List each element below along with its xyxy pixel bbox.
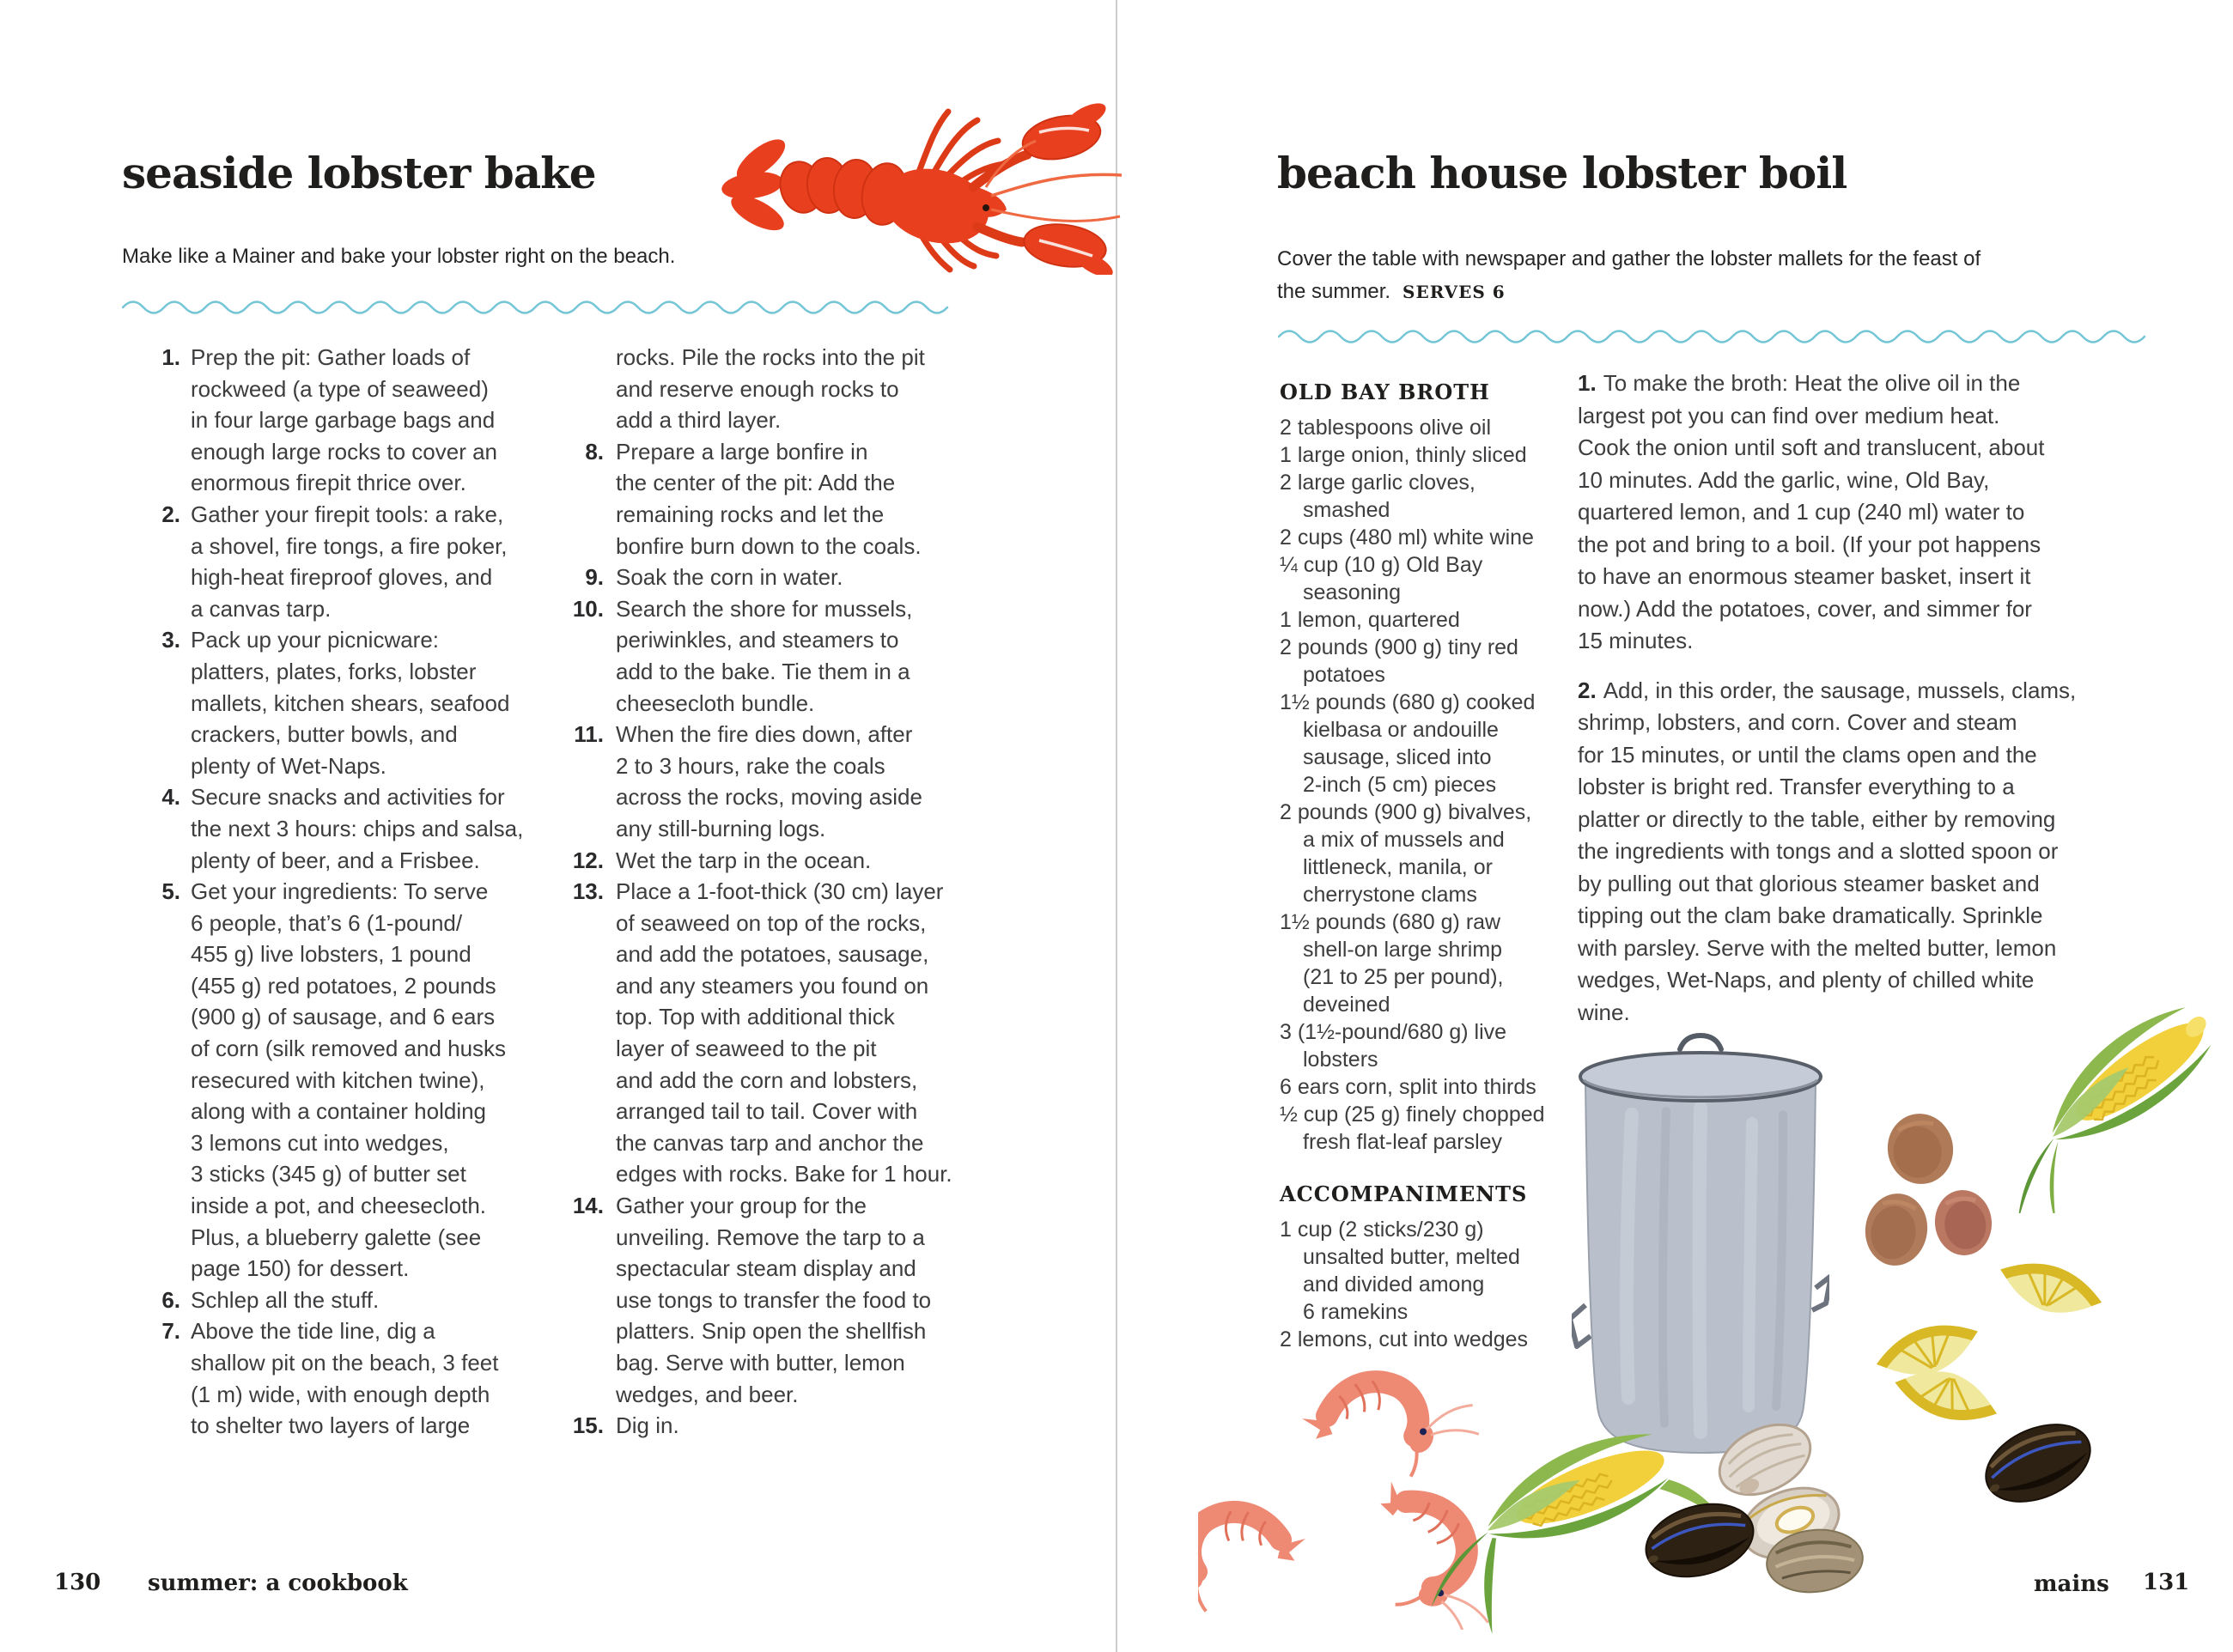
step-line: across the rocks, moving aside	[616, 784, 922, 811]
instruction-line: lobster is bright red. Transfer everything to a	[1578, 774, 2015, 799]
intro-line: Cover the table with newspaper and gather the lobster mallets for the feast of	[1277, 247, 1981, 270]
step-number: 8.	[585, 438, 604, 465]
step-line: in four large garbage bags and	[191, 407, 496, 434]
step-line: any still-burning logs.	[616, 815, 826, 841]
step-number	[557, 342, 604, 436]
step-number: 6.	[161, 1286, 180, 1313]
step-text	[616, 1410, 679, 1442]
ingredient-line: 2 large garlic cloves,	[1280, 471, 1475, 495]
ingredient-item	[1280, 524, 1580, 551]
step-line: a shovel, fire tongs, a fire poker,	[191, 532, 508, 559]
instruction-line: now.) Add the potatoes, cover, and simmer for	[1578, 595, 2032, 622]
instruction-number: 1.	[1578, 370, 1597, 396]
ingredients-column	[1280, 380, 1580, 1353]
ingredient-item	[1280, 441, 1580, 469]
ingredient-item	[1280, 1216, 1580, 1326]
step-line: enormous firepit thrice over.	[191, 470, 466, 496]
step-line: and any steamers you found on	[616, 972, 929, 999]
step-line: Dig in.	[616, 1412, 679, 1439]
instruction-line	[1578, 675, 2145, 708]
ingredient-line: fresh flat-leaf parsley	[1303, 1130, 1503, 1154]
ingredient-line: 2 cups (480 ml) white wine	[1280, 525, 1534, 550]
step-line: resecured with kitchen twine),	[191, 1066, 485, 1093]
ingredient-item	[1280, 908, 1580, 1018]
recipe-step	[137, 876, 571, 1285]
step-line: Gather your group for the	[616, 1193, 867, 1219]
step-number: 9.	[585, 564, 604, 591]
recipe-intro	[1277, 243, 1980, 308]
ingredients-list	[1280, 1216, 1580, 1353]
step-line: bonfire burn down to the coals.	[616, 532, 922, 559]
ingredient-line: 2 pounds (900 g) tiny red	[1280, 635, 1518, 659]
ingredient-line: 6 ears corn, split into thirds	[1280, 1075, 1536, 1099]
ingredient-line: seasoning	[1303, 580, 1401, 604]
instruction-line: shrimp, lobsters, and corn. Cover and steam	[1578, 709, 2017, 735]
instruction-line: wine.	[1578, 999, 1630, 1025]
step-line: Gather your firepit tools: a rake,	[191, 501, 504, 527]
ingredient-line: 6 ramekins	[1303, 1300, 1409, 1324]
step-line: cheesecloth bundle.	[616, 689, 815, 716]
step-line: and reserve enough rocks to	[616, 375, 899, 402]
step-number: 14.	[572, 1193, 604, 1219]
ingredient-line: unsalted butter, melted	[1303, 1245, 1520, 1269]
step-number: 7.	[161, 1318, 180, 1345]
ingredient-line: and divided among	[1303, 1272, 1485, 1297]
step-text	[616, 876, 952, 1190]
instruction-line: for 15 minutes, or until the clams open and the	[1578, 741, 2037, 768]
ingredient-item	[1280, 414, 1580, 441]
step-line: 3 lemons cut into wedges,	[191, 1129, 449, 1156]
ingredient-item	[1280, 689, 1580, 799]
step-line: of corn (silk removed and husks	[191, 1036, 507, 1062]
step-text	[616, 845, 871, 877]
page-right	[1116, 0, 2233, 1652]
ingredient-line: 2-inch (5 cm) pieces	[1303, 773, 1497, 797]
page-title: beach house lobster boil	[1277, 148, 1847, 198]
corn-illustration-top	[1991, 973, 2233, 1213]
step-line: arranged tail to tail. Cover with	[616, 1098, 918, 1125]
instruction-line	[1578, 367, 2145, 400]
step-line: a canvas tarp.	[191, 595, 332, 622]
step-line: the next 3 hours: chips and salsa,	[191, 815, 524, 841]
ingredient-line: littleneck, manila, or	[1303, 855, 1493, 879]
step-text	[191, 342, 497, 499]
instruction-line: 10 minutes. Add the garlic, wine, Old Bay,	[1578, 466, 1990, 493]
recipe-step	[557, 876, 1003, 1190]
instruction-line: the pot and bring to a boil. (If your pot happens	[1578, 531, 2041, 557]
step-line: Place a 1-foot-thick (30 cm) layer	[616, 878, 944, 905]
step-line: high-heat fireproof gloves, and	[191, 564, 493, 591]
recipe-step	[557, 436, 1003, 562]
page-left	[0, 0, 1116, 1652]
ingredient-line: 1 cup (2 sticks/230 g)	[1280, 1218, 1484, 1242]
step-number: 13.	[572, 878, 604, 905]
step-line: Wet the tarp in the ocean.	[616, 847, 872, 873]
step-line: Above the tide line, dig a	[191, 1318, 435, 1345]
ingredient-line: 1½ pounds (680 g) cooked	[1280, 690, 1536, 714]
step-text	[616, 436, 922, 562]
step-number: 15.	[572, 1412, 604, 1439]
step-line: plenty of beer, and a Frisbee.	[191, 847, 480, 873]
lobster-illustration	[720, 58, 1125, 275]
step-line: Prepare a large bonfire in	[616, 438, 868, 465]
step-line: page 150) for dessert.	[191, 1255, 410, 1282]
step-text	[616, 593, 912, 719]
step-line: inside a pot, and cheesecloth.	[191, 1193, 487, 1219]
recipe-step	[137, 781, 571, 876]
step-line: 2 to 3 hours, rake the coals	[616, 752, 885, 779]
step-line: along with a container holding	[191, 1098, 487, 1125]
step-number: 10.	[572, 595, 604, 622]
step-line: of seaweed on top of the rocks,	[616, 909, 927, 936]
ingredients-list	[1280, 414, 1580, 1156]
step-line: rocks. Pile the rocks into the pit	[616, 344, 925, 370]
step-line: 6 people, that’s 6 (1-pound/	[191, 909, 463, 936]
ingredient-line: a mix of mussels and	[1303, 828, 1505, 852]
ingredient-line: 3 (1½-pound/680 g) live	[1280, 1020, 1507, 1044]
step-line: (900 g) of sausage, and 6 ears	[191, 1004, 496, 1030]
ingredient-line: (21 to 25 per pound),	[1303, 965, 1504, 989]
recipe-step	[557, 1190, 1003, 1410]
wave-divider-icon	[122, 294, 955, 318]
steps-column-2	[557, 342, 1003, 1442]
step-line: use tongs to transfer the food to	[616, 1286, 932, 1313]
running-footer: summer: a cookbook	[148, 1570, 408, 1596]
instruction-line: by pulling out that glorious steamer basket and	[1578, 870, 2040, 896]
step-line: Get your ingredients: To serve	[191, 878, 489, 905]
page-number-value: 130	[54, 1570, 101, 1595]
recipe-step	[557, 1410, 1003, 1442]
step-line: edges with rocks. Bake for 1 hour.	[616, 1161, 952, 1187]
instruction-text: Add, in this order, the sausage, mussels, clams,	[1603, 677, 2077, 703]
recipe-step	[557, 562, 1003, 593]
recipe-step	[557, 845, 1003, 877]
step-text	[616, 342, 925, 436]
recipe-step	[137, 624, 571, 781]
page-title: seaside lobster bake	[122, 148, 596, 198]
recipe-step	[137, 1285, 571, 1316]
step-text	[191, 1315, 498, 1441]
ingredients-heading: ACCOMPANIMENTS	[1280, 1181, 1528, 1206]
instruction-line: to have an enormous steamer basket, insert it	[1578, 563, 2031, 589]
instructions-column	[1578, 367, 2145, 1046]
step-text	[616, 719, 922, 844]
ingredient-item	[1280, 634, 1580, 689]
ingredient-line: ½ cup (25 g) finely chopped	[1280, 1102, 1545, 1127]
ingredient-line: sausage, sliced into	[1303, 745, 1492, 769]
ingredient-line: ¼ cup (10 g) Old Bay	[1280, 553, 1483, 577]
ingredient-line: kielbasa or andouille	[1303, 718, 1499, 742]
step-line: platters. Snip open the shellfish	[616, 1318, 927, 1345]
ingredient-line: 1 lemon, quartered	[1280, 608, 1460, 632]
steps-column-1	[137, 342, 571, 1442]
intro-line	[1277, 276, 1980, 308]
ingredient-line: 2 pounds (900 g) bivalves,	[1280, 800, 1532, 824]
page-number-value: 131	[2143, 1570, 2190, 1595]
instruction-line: largest pot you can find over medium heat.	[1578, 402, 2000, 428]
section-gap	[1280, 1156, 1580, 1181]
step-line: (455 g) red potatoes, 2 pounds	[191, 972, 496, 999]
step-text	[616, 562, 843, 593]
instruction-line: platter or directly to the table, either by removing	[1578, 805, 2056, 832]
step-text	[191, 499, 508, 624]
step-line: Search the shore for mussels,	[616, 595, 913, 622]
step-line: Prep the pit: Gather loads of	[191, 344, 471, 370]
step-line: Secure snacks and activities for	[191, 784, 505, 811]
step-line: shallow pit on the beach, 3 feet	[191, 1350, 499, 1376]
ingredient-item	[1280, 1018, 1580, 1073]
ingredient-line: deveined	[1303, 993, 1390, 1017]
step-line: unveiling. Remove the tarp to a	[616, 1224, 925, 1250]
wave-divider-icon	[1278, 323, 2166, 347]
ingredient-line: smashed	[1303, 498, 1390, 522]
ingredient-line: shell-on large shrimp	[1303, 938, 1503, 962]
page-number	[2143, 1570, 2189, 1595]
step-text	[191, 781, 523, 876]
recipe-step	[137, 1315, 571, 1441]
step-line: Pack up your picnicware:	[191, 627, 440, 653]
recipe-step	[557, 342, 1003, 436]
step-line: the center of the pit: Add the	[616, 470, 896, 496]
intro-line-text: the summer.	[1277, 280, 1391, 303]
ingredient-line: 2 tablespoons olive oil	[1280, 416, 1491, 440]
step-line: Schlep all the stuff.	[191, 1286, 380, 1313]
instruction-line: Cook the onion until soft and translucent, about	[1578, 434, 2045, 460]
step-number: 5.	[161, 878, 180, 905]
step-line: and add the potatoes, sausage,	[616, 941, 929, 968]
page-number	[54, 1570, 100, 1595]
step-line: the canvas tarp and anchor the	[616, 1129, 924, 1156]
step-line: (1 m) wide, with enough depth	[191, 1381, 490, 1407]
step-number: 2.	[161, 501, 180, 527]
ingredient-line: 1 large onion, thinly sliced	[1280, 443, 1527, 467]
step-line: enough large rocks to cover an	[191, 438, 497, 465]
step-line: mallets, kitchen shears, seafood	[191, 689, 510, 716]
step-text	[191, 624, 509, 781]
step-line: add a third layer.	[616, 407, 782, 434]
step-text	[191, 876, 506, 1285]
running-footer: mains	[2034, 1571, 2109, 1597]
instruction-line: with parsley. Serve with the melted butter, lemon	[1578, 934, 2057, 961]
step-line: plenty of Wet-Naps.	[191, 752, 386, 779]
ingredient-item	[1280, 469, 1580, 524]
step-line: wedges, and beer.	[616, 1381, 799, 1407]
ingredient-item	[1280, 606, 1580, 634]
step-number: 4.	[161, 784, 180, 811]
recipe-intro: Make like a Mainer and bake your lobster right on the beach.	[122, 245, 676, 268]
instruction-number: 2.	[1578, 677, 1597, 703]
ingredient-item	[1280, 799, 1580, 908]
step-line: and add the corn and lobsters,	[616, 1066, 918, 1093]
ingredient-line: 2 lemons, cut into wedges	[1280, 1327, 1529, 1351]
instruction-line: 15 minutes.	[1578, 628, 1694, 653]
ingredient-line: cherrystone clams	[1303, 883, 1477, 907]
step-number: 12.	[572, 847, 604, 873]
step-line: When the fire dies down, after	[616, 721, 913, 748]
ingredient-item	[1280, 551, 1580, 606]
step-line: to shelter two layers of large	[191, 1412, 471, 1439]
step-line: Soak the corn in water.	[616, 564, 843, 591]
instruction-line: quartered lemon, and 1 cup (240 ml) water to	[1578, 499, 2025, 525]
recipe-step	[137, 499, 571, 624]
recipe-step	[137, 342, 571, 499]
step-line: platters, plates, forks, lobster	[191, 658, 477, 684]
step-line: 455 g) live lobsters, 1 pound	[191, 941, 472, 968]
instruction-line: tipping out the clam bake dramatically. Sprinkle	[1578, 902, 2043, 928]
step-line: remaining rocks and let the	[616, 501, 885, 527]
instruction-line: wedges, Wet-Naps, and plenty of chilled white	[1578, 967, 2035, 993]
step-line: spectacular steam display and	[616, 1255, 916, 1282]
ingredient-line: 1½ pounds (680 g) raw	[1280, 910, 1501, 934]
serves-badge: SERVES 6	[1402, 282, 1506, 302]
ingredient-item	[1280, 1073, 1580, 1101]
step-line: crackers, butter bowls, and	[191, 721, 458, 748]
step-line: periwinkles, and steamers to	[616, 627, 899, 653]
step-text	[616, 1190, 931, 1410]
step-line: layer of seaweed to the pit	[616, 1036, 877, 1062]
step-text	[191, 1285, 379, 1316]
step-line: bag. Serve with butter, lemon	[616, 1350, 905, 1376]
step-line: 3 sticks (345 g) of butter set	[191, 1161, 466, 1187]
step-line: rockweed (a type of seaweed)	[191, 375, 489, 402]
step-number: 1.	[161, 344, 180, 370]
step-number: 11.	[574, 721, 604, 748]
step-number: 3.	[161, 627, 180, 653]
ingredient-item	[1280, 1101, 1580, 1156]
recipe-step	[557, 593, 1003, 719]
instruction-line: the ingredients with tongs and a slotted spoon or	[1578, 838, 2059, 864]
step-line: Plus, a blueberry galette (see	[191, 1224, 482, 1250]
step-line: add to the bake. Tie them in a	[616, 658, 910, 684]
instruction-text: To make the broth: Heat the olive oil in the	[1603, 370, 2021, 396]
instruction-step	[1578, 367, 2145, 658]
ingredient-line: potatoes	[1303, 663, 1385, 687]
ingredients-heading: OLD BAY BROTH	[1280, 380, 1490, 404]
step-line: top. Top with additional thick	[616, 1004, 895, 1030]
recipe-step	[557, 719, 1003, 844]
ingredient-line: lobsters	[1303, 1048, 1378, 1072]
